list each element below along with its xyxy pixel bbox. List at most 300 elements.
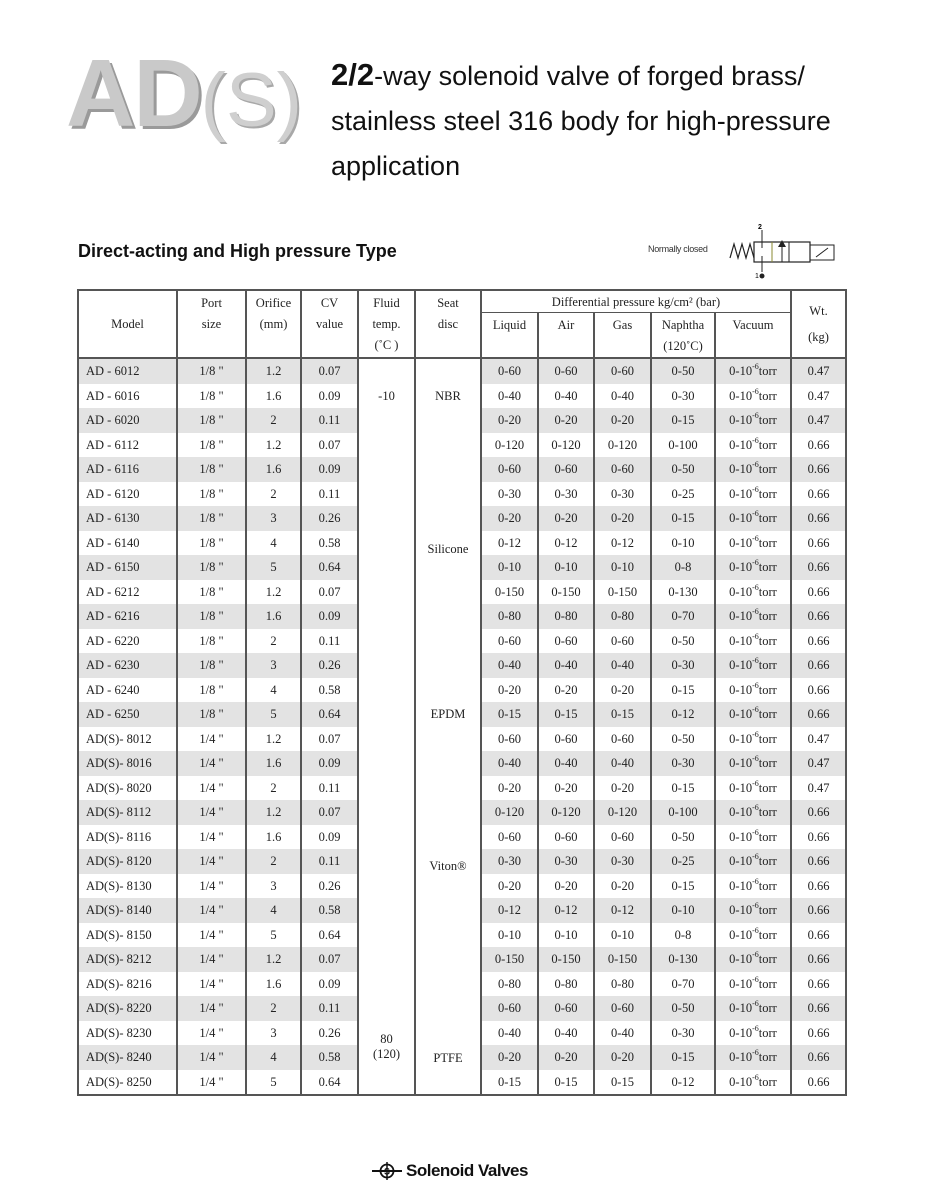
valve-schematic-icon xyxy=(728,220,838,282)
cell-port-size: 1/8 " xyxy=(177,506,246,531)
cell-naphtha: 0-15 xyxy=(651,776,715,801)
cell-liquid: 0-30 xyxy=(481,849,538,874)
cell-orifice: 1.2 xyxy=(246,947,301,972)
header-port-size: Port size xyxy=(177,290,246,358)
cell-cv: 0.11 xyxy=(301,482,358,507)
cell-weight: 0.66 xyxy=(791,849,846,874)
cell-gas: 0-20 xyxy=(594,506,651,531)
cell-air: 0-60 xyxy=(538,996,594,1021)
cell-port-size: 1/4 " xyxy=(177,874,246,899)
cell-cv: 0.58 xyxy=(301,531,358,556)
cell-weight: 0.66 xyxy=(791,898,846,923)
normally-closed-label: Normally closed xyxy=(648,244,708,254)
cell-vacuum: $0-10^{-6}torr$ xyxy=(715,678,791,703)
cell-liquid: 0-12 xyxy=(481,898,538,923)
cell-weight: 0.66 xyxy=(791,825,846,850)
cell-gas: 0-40 xyxy=(594,384,651,409)
cell-port-size: 1/4 " xyxy=(177,727,246,752)
cell-vacuum: $0-10^{-6}torr$ xyxy=(715,384,791,409)
cell-gas: 0-120 xyxy=(594,800,651,825)
cell-naphtha: 0-10 xyxy=(651,531,715,556)
cell-orifice: 4 xyxy=(246,1045,301,1070)
cell-weight: 0.47 xyxy=(791,408,846,433)
cell-port-size: 1/8 " xyxy=(177,555,246,580)
cell-vacuum: $0-10^{-6}torr$ xyxy=(715,972,791,997)
cell-weight: 0.66 xyxy=(791,1070,846,1096)
cell-model: AD(S)- 8220 xyxy=(78,996,177,1021)
cell-model: AD(S)- 8212 xyxy=(78,947,177,972)
cell-vacuum: $0-10^{-6}torr$ xyxy=(715,629,791,654)
cell-gas: 0-20 xyxy=(594,776,651,801)
cell-air: 0-80 xyxy=(538,604,594,629)
cell-gas: 0-60 xyxy=(594,629,651,654)
cell-port-size: 1/8 " xyxy=(177,433,246,458)
cell-naphtha: 0-50 xyxy=(651,629,715,654)
cell-cv: 0.26 xyxy=(301,653,358,678)
cell-liquid: 0-12 xyxy=(481,531,538,556)
cell-model: AD(S)- 8230 xyxy=(78,1021,177,1046)
cell-cv: 0.11 xyxy=(301,408,358,433)
cell-vacuum: $0-10^{-6}torr$ xyxy=(715,874,791,899)
cell-naphtha: 0-50 xyxy=(651,457,715,482)
cell-cv: 0.09 xyxy=(301,972,358,997)
footer-logo xyxy=(372,1160,528,1182)
cell-gas: 0-60 xyxy=(594,825,651,850)
cell-vacuum: $0-10^{-6}torr$ xyxy=(715,604,791,629)
cell-naphtha: 0-8 xyxy=(651,555,715,580)
cell-cv: 0.07 xyxy=(301,433,358,458)
cell-gas: 0-40 xyxy=(594,751,651,776)
cell-liquid: 0-120 xyxy=(481,433,538,458)
cell-gas: 0-20 xyxy=(594,874,651,899)
fluid-temp-high: 80 (120) xyxy=(372,1032,401,1061)
header-model: Model xyxy=(78,290,177,358)
cell-weight: 0.66 xyxy=(791,629,846,654)
cell-weight: 0.66 xyxy=(791,800,846,825)
cell-naphtha: 0-30 xyxy=(651,751,715,776)
header-weight: Wt. (kg) xyxy=(791,290,846,358)
cell-vacuum: $0-10^{-6}torr$ xyxy=(715,1070,791,1096)
cell-air: 0-60 xyxy=(538,358,594,384)
cell-gas: 0-60 xyxy=(594,996,651,1021)
cell-cv: 0.11 xyxy=(301,996,358,1021)
cell-orifice: 2 xyxy=(246,776,301,801)
cell-liquid: 0-20 xyxy=(481,506,538,531)
header-differential-pressure: Differential pressure kg/cm² (bar) xyxy=(481,290,791,313)
header-seat-disc: Seat disc xyxy=(415,290,481,358)
cell-air: 0-20 xyxy=(538,408,594,433)
spec-table xyxy=(77,289,847,1096)
cell-vacuum: $0-10^{-6}torr$ xyxy=(715,898,791,923)
cell-air: 0-40 xyxy=(538,751,594,776)
cell-model: AD - 6020 xyxy=(78,408,177,433)
cell-weight: 0.66 xyxy=(791,972,846,997)
cell-model: AD - 6112 xyxy=(78,433,177,458)
cell-orifice: 1.6 xyxy=(246,457,301,482)
cell-gas: 0-40 xyxy=(594,1021,651,1046)
cell-cv: 0.26 xyxy=(301,874,358,899)
cell-model: AD(S)- 8012 xyxy=(78,727,177,752)
svg-text:S: S xyxy=(384,1166,390,1177)
cell-orifice: 1.2 xyxy=(246,580,301,605)
cell-cv: 0.58 xyxy=(301,898,358,923)
cell-naphtha: 0-50 xyxy=(651,358,715,384)
cell-vacuum: $0-10^{-6}torr$ xyxy=(715,580,791,605)
cell-naphtha: 0-15 xyxy=(651,408,715,433)
cell-model: AD - 6216 xyxy=(78,604,177,629)
cell-port-size: 1/4 " xyxy=(177,1045,246,1070)
cell-liquid: 0-20 xyxy=(481,776,538,801)
cell-weight: 0.47 xyxy=(791,776,846,801)
fluid-temp-low: -10 xyxy=(378,389,395,403)
cell-naphtha: 0-15 xyxy=(651,874,715,899)
cell-model: AD(S)- 8120 xyxy=(78,849,177,874)
cell-port-size: 1/8 " xyxy=(177,482,246,507)
cell-port-size: 1/8 " xyxy=(177,678,246,703)
cell-gas: 0-10 xyxy=(594,555,651,580)
cell-gas: 0-15 xyxy=(594,1070,651,1096)
cell-liquid: 0-30 xyxy=(481,482,538,507)
cell-liquid: 0-20 xyxy=(481,408,538,433)
cell-gas: 0-20 xyxy=(594,1045,651,1070)
cell-liquid: 0-80 xyxy=(481,972,538,997)
cell-cv: 0.07 xyxy=(301,727,358,752)
cell-port-size: 1/8 " xyxy=(177,358,246,384)
cell-naphtha: 0-70 xyxy=(651,604,715,629)
cell-air: 0-20 xyxy=(538,776,594,801)
cell-gas: 0-80 xyxy=(594,972,651,997)
seat-disc-label: EPDM xyxy=(430,707,466,721)
cell-liquid: 0-60 xyxy=(481,358,538,384)
cell-air: 0-20 xyxy=(538,874,594,899)
cell-cv: 0.07 xyxy=(301,800,358,825)
cell-gas: 0-60 xyxy=(594,358,651,384)
cell-model: AD - 6240 xyxy=(78,678,177,703)
cell-orifice: 1.6 xyxy=(246,751,301,776)
cell-weight: 0.66 xyxy=(791,457,846,482)
cell-port-size: 1/4 " xyxy=(177,898,246,923)
cell-air: 0-60 xyxy=(538,629,594,654)
cell-port-size: 1/4 " xyxy=(177,849,246,874)
cell-model: AD(S)- 8116 xyxy=(78,825,177,850)
cell-port-size: 1/4 " xyxy=(177,923,246,948)
cell-liquid: 0-20 xyxy=(481,1045,538,1070)
cell-liquid: 0-60 xyxy=(481,727,538,752)
cell-model: AD(S)- 8216 xyxy=(78,972,177,997)
cell-weight: 0.66 xyxy=(791,653,846,678)
cell-orifice: 1.2 xyxy=(246,800,301,825)
cell-vacuum: $0-10^{-6}torr$ xyxy=(715,776,791,801)
cell-weight: 0.66 xyxy=(791,678,846,703)
cell-air: 0-80 xyxy=(538,972,594,997)
cell-gas: 0-40 xyxy=(594,653,651,678)
cell-cv: 0.64 xyxy=(301,555,358,580)
cell-naphtha: 0-25 xyxy=(651,482,715,507)
brand-logo xyxy=(66,40,302,147)
cell-port-size: 1/4 " xyxy=(177,972,246,997)
cell-gas: 0-80 xyxy=(594,604,651,629)
cell-naphtha: 0-50 xyxy=(651,727,715,752)
cell-liquid: 0-10 xyxy=(481,923,538,948)
cell-vacuum: $0-10^{-6}torr$ xyxy=(715,358,791,384)
cell-naphtha: 0-50 xyxy=(651,825,715,850)
cell-weight: 0.66 xyxy=(791,604,846,629)
cell-air: 0-30 xyxy=(538,482,594,507)
cell-model: AD - 6116 xyxy=(78,457,177,482)
cell-air: 0-20 xyxy=(538,678,594,703)
cell-liquid: 0-60 xyxy=(481,457,538,482)
cell-port-size: 1/4 " xyxy=(177,947,246,972)
cell-port-size: 1/4 " xyxy=(177,1070,246,1096)
cell-port-size: 1/8 " xyxy=(177,629,246,654)
cell-weight: 0.66 xyxy=(791,1045,846,1070)
cell-model: AD(S)- 8240 xyxy=(78,1045,177,1070)
cell-cv: 0.58 xyxy=(301,1045,358,1070)
cell-orifice: 3 xyxy=(246,874,301,899)
cell-air: 0-40 xyxy=(538,653,594,678)
cell-air: 0-120 xyxy=(538,800,594,825)
cell-weight: 0.47 xyxy=(791,384,846,409)
cell-vacuum: $0-10^{-6}torr$ xyxy=(715,727,791,752)
footer-logo-text: Solenoid Valves xyxy=(406,1161,528,1180)
cell-port-size: 1/4 " xyxy=(177,800,246,825)
cell-orifice: 2 xyxy=(246,849,301,874)
cell-port-size: 1/8 " xyxy=(177,531,246,556)
cell-model: AD(S)- 8130 xyxy=(78,874,177,899)
cell-gas: 0-150 xyxy=(594,580,651,605)
cell-orifice: 2 xyxy=(246,408,301,433)
cell-port-size: 1/4 " xyxy=(177,776,246,801)
cell-gas: 0-120 xyxy=(594,433,651,458)
cell-orifice: 1.2 xyxy=(246,433,301,458)
cell-orifice: 1.6 xyxy=(246,972,301,997)
cell-model: AD(S)- 8016 xyxy=(78,751,177,776)
cell-vacuum: $0-10^{-6}torr$ xyxy=(715,555,791,580)
cell-port-size: 1/4 " xyxy=(177,825,246,850)
cell-air: 0-40 xyxy=(538,384,594,409)
cell-cv: 0.09 xyxy=(301,751,358,776)
cell-gas: 0-60 xyxy=(594,457,651,482)
cell-orifice: 3 xyxy=(246,506,301,531)
cell-liquid: 0-80 xyxy=(481,604,538,629)
cell-weight: 0.47 xyxy=(791,727,846,752)
cell-cv: 0.11 xyxy=(301,629,358,654)
cell-vacuum: $0-10^{-6}torr$ xyxy=(715,506,791,531)
cell-vacuum: $0-10^{-6}torr$ xyxy=(715,996,791,1021)
cell-vacuum: $0-10^{-6}torr$ xyxy=(715,1021,791,1046)
cell-cv: 0.26 xyxy=(301,1021,358,1046)
header-liquid: Liquid xyxy=(481,313,538,359)
cell-orifice: 1.6 xyxy=(246,604,301,629)
cell-port-size: 1/4 " xyxy=(177,1021,246,1046)
cell-vacuum: $0-10^{-6}torr$ xyxy=(715,433,791,458)
cell-liquid: 0-120 xyxy=(481,800,538,825)
cell-gas: 0-60 xyxy=(594,727,651,752)
cell-weight: 0.66 xyxy=(791,947,846,972)
cell-weight: 0.66 xyxy=(791,996,846,1021)
cell-model: AD - 6220 xyxy=(78,629,177,654)
cell-cv: 0.09 xyxy=(301,604,358,629)
cell-air: 0-60 xyxy=(538,727,594,752)
cell-port-size: 1/8 " xyxy=(177,653,246,678)
cell-cv: 0.07 xyxy=(301,580,358,605)
brand-main: AD xyxy=(66,40,201,147)
cell-orifice: 5 xyxy=(246,923,301,948)
cell-orifice: 1.2 xyxy=(246,358,301,384)
cell-gas: 0-30 xyxy=(594,849,651,874)
cell-liquid: 0-40 xyxy=(481,384,538,409)
cell-port-size: 1/8 " xyxy=(177,580,246,605)
cell-air: 0-15 xyxy=(538,1070,594,1096)
cell-model: AD - 6012 xyxy=(78,358,177,384)
cell-orifice: 2 xyxy=(246,482,301,507)
header-cv: CV value xyxy=(301,290,358,358)
cell-naphtha: 0-15 xyxy=(651,1045,715,1070)
cell-weight: 0.66 xyxy=(791,433,846,458)
cell-air: 0-40 xyxy=(538,1021,594,1046)
cell-liquid: 0-40 xyxy=(481,653,538,678)
cell-naphtha: 0-50 xyxy=(651,996,715,1021)
svg-text:1: 1 xyxy=(755,273,759,280)
cell-naphtha: 0-10 xyxy=(651,898,715,923)
cell-liquid: 0-60 xyxy=(481,996,538,1021)
cell-liquid: 0-150 xyxy=(481,947,538,972)
brand-suffix: (S) xyxy=(200,58,302,143)
cell-orifice: 5 xyxy=(246,702,301,727)
header-vacuum: Vacuum xyxy=(715,313,791,359)
cell-air: 0-12 xyxy=(538,898,594,923)
cell-air: 0-10 xyxy=(538,555,594,580)
cell-naphtha: 0-100 xyxy=(651,800,715,825)
cell-naphtha: 0-30 xyxy=(651,384,715,409)
cell-weight: 0.66 xyxy=(791,702,846,727)
cell-port-size: 1/8 " xyxy=(177,457,246,482)
cell-weight: 0.66 xyxy=(791,580,846,605)
cell-fluid-temp xyxy=(358,358,415,1095)
cell-model: AD - 6250 xyxy=(78,702,177,727)
headline-bold: 2/2 xyxy=(331,57,375,92)
cell-vacuum: $0-10^{-6}torr$ xyxy=(715,482,791,507)
seat-disc-label: NBR xyxy=(435,389,461,403)
cell-vacuum: $0-10^{-6}torr$ xyxy=(715,702,791,727)
cell-model: AD - 6120 xyxy=(78,482,177,507)
cell-vacuum: $0-10^{-6}torr$ xyxy=(715,653,791,678)
cell-naphtha: 0-30 xyxy=(651,653,715,678)
cell-port-size: 1/8 " xyxy=(177,384,246,409)
cell-orifice: 1.2 xyxy=(246,727,301,752)
cell-cv: 0.64 xyxy=(301,1070,358,1096)
cell-naphtha: 0-70 xyxy=(651,972,715,997)
cell-model: AD - 6130 xyxy=(78,506,177,531)
cell-air: 0-20 xyxy=(538,1045,594,1070)
cell-orifice: 5 xyxy=(246,555,301,580)
headline-text: -way solenoid valve of forged brass/ stainless steel 316 body for high-pressure application xyxy=(331,61,831,181)
cell-vacuum: $0-10^{-6}torr$ xyxy=(715,1045,791,1070)
cell-vacuum: $0-10^{-6}torr$ xyxy=(715,408,791,433)
cell-liquid: 0-150 xyxy=(481,580,538,605)
solenoid-logo-icon xyxy=(372,1160,402,1182)
cell-orifice: 3 xyxy=(246,1021,301,1046)
cell-naphtha: 0-25 xyxy=(651,849,715,874)
cell-naphtha: 0-8 xyxy=(651,923,715,948)
cell-gas: 0-12 xyxy=(594,898,651,923)
cell-cv: 0.26 xyxy=(301,506,358,531)
cell-weight: 0.66 xyxy=(791,531,846,556)
cell-gas: 0-20 xyxy=(594,408,651,433)
cell-port-size: 1/4 " xyxy=(177,996,246,1021)
cell-liquid: 0-60 xyxy=(481,825,538,850)
header-orifice: Orifice (mm) xyxy=(246,290,301,358)
cell-weight: 0.66 xyxy=(791,482,846,507)
cell-cv: 0.07 xyxy=(301,947,358,972)
cell-port-size: 1/8 " xyxy=(177,604,246,629)
cell-naphtha: 0-100 xyxy=(651,433,715,458)
seat-disc-label: Viton® xyxy=(429,859,467,873)
cell-vacuum: $0-10^{-6}torr$ xyxy=(715,849,791,874)
cell-model: AD(S)- 8020 xyxy=(78,776,177,801)
cell-model: AD - 6150 xyxy=(78,555,177,580)
table-row xyxy=(78,358,846,384)
cell-model: AD(S)- 8112 xyxy=(78,800,177,825)
cell-air: 0-120 xyxy=(538,433,594,458)
cell-gas: 0-30 xyxy=(594,482,651,507)
header-gas: Gas xyxy=(594,313,651,359)
cell-model: AD - 6212 xyxy=(78,580,177,605)
cell-air: 0-150 xyxy=(538,580,594,605)
cell-liquid: 0-40 xyxy=(481,1021,538,1046)
cell-liquid: 0-20 xyxy=(481,678,538,703)
cell-vacuum: $0-10^{-6}torr$ xyxy=(715,800,791,825)
cell-orifice: 3 xyxy=(246,653,301,678)
cell-air: 0-12 xyxy=(538,531,594,556)
cell-cv: 0.64 xyxy=(301,923,358,948)
cell-naphtha: 0-30 xyxy=(651,1021,715,1046)
cell-cv: 0.09 xyxy=(301,825,358,850)
cell-cv: 0.09 xyxy=(301,384,358,409)
cell-seat-disc xyxy=(415,358,481,1095)
cell-air: 0-20 xyxy=(538,506,594,531)
cell-cv: 0.58 xyxy=(301,678,358,703)
cell-weight: 0.66 xyxy=(791,923,846,948)
cell-weight: 0.47 xyxy=(791,751,846,776)
cell-model: AD(S)- 8250 xyxy=(78,1070,177,1096)
cell-air: 0-60 xyxy=(538,825,594,850)
cell-naphtha: 0-15 xyxy=(651,506,715,531)
cell-orifice: 2 xyxy=(246,629,301,654)
cell-model: AD(S)- 8150 xyxy=(78,923,177,948)
cell-weight: 0.66 xyxy=(791,506,846,531)
cell-orifice: 1.6 xyxy=(246,384,301,409)
cell-liquid: 0-60 xyxy=(481,629,538,654)
cell-orifice: 5 xyxy=(246,1070,301,1096)
cell-liquid: 0-10 xyxy=(481,555,538,580)
seat-disc-label: Silicone xyxy=(427,542,469,556)
cell-gas: 0-10 xyxy=(594,923,651,948)
cell-cv: 0.64 xyxy=(301,702,358,727)
cell-gas: 0-15 xyxy=(594,702,651,727)
cell-weight: 0.66 xyxy=(791,874,846,899)
cell-weight: 0.66 xyxy=(791,1021,846,1046)
cell-vacuum: $0-10^{-6}torr$ xyxy=(715,751,791,776)
cell-air: 0-15 xyxy=(538,702,594,727)
valve-symbol xyxy=(648,220,838,280)
cell-liquid: 0-20 xyxy=(481,874,538,899)
cell-naphtha: 0-130 xyxy=(651,580,715,605)
cell-gas: 0-12 xyxy=(594,531,651,556)
cell-port-size: 1/8 " xyxy=(177,408,246,433)
cell-model: AD - 6140 xyxy=(78,531,177,556)
cell-weight: 0.47 xyxy=(791,358,846,384)
